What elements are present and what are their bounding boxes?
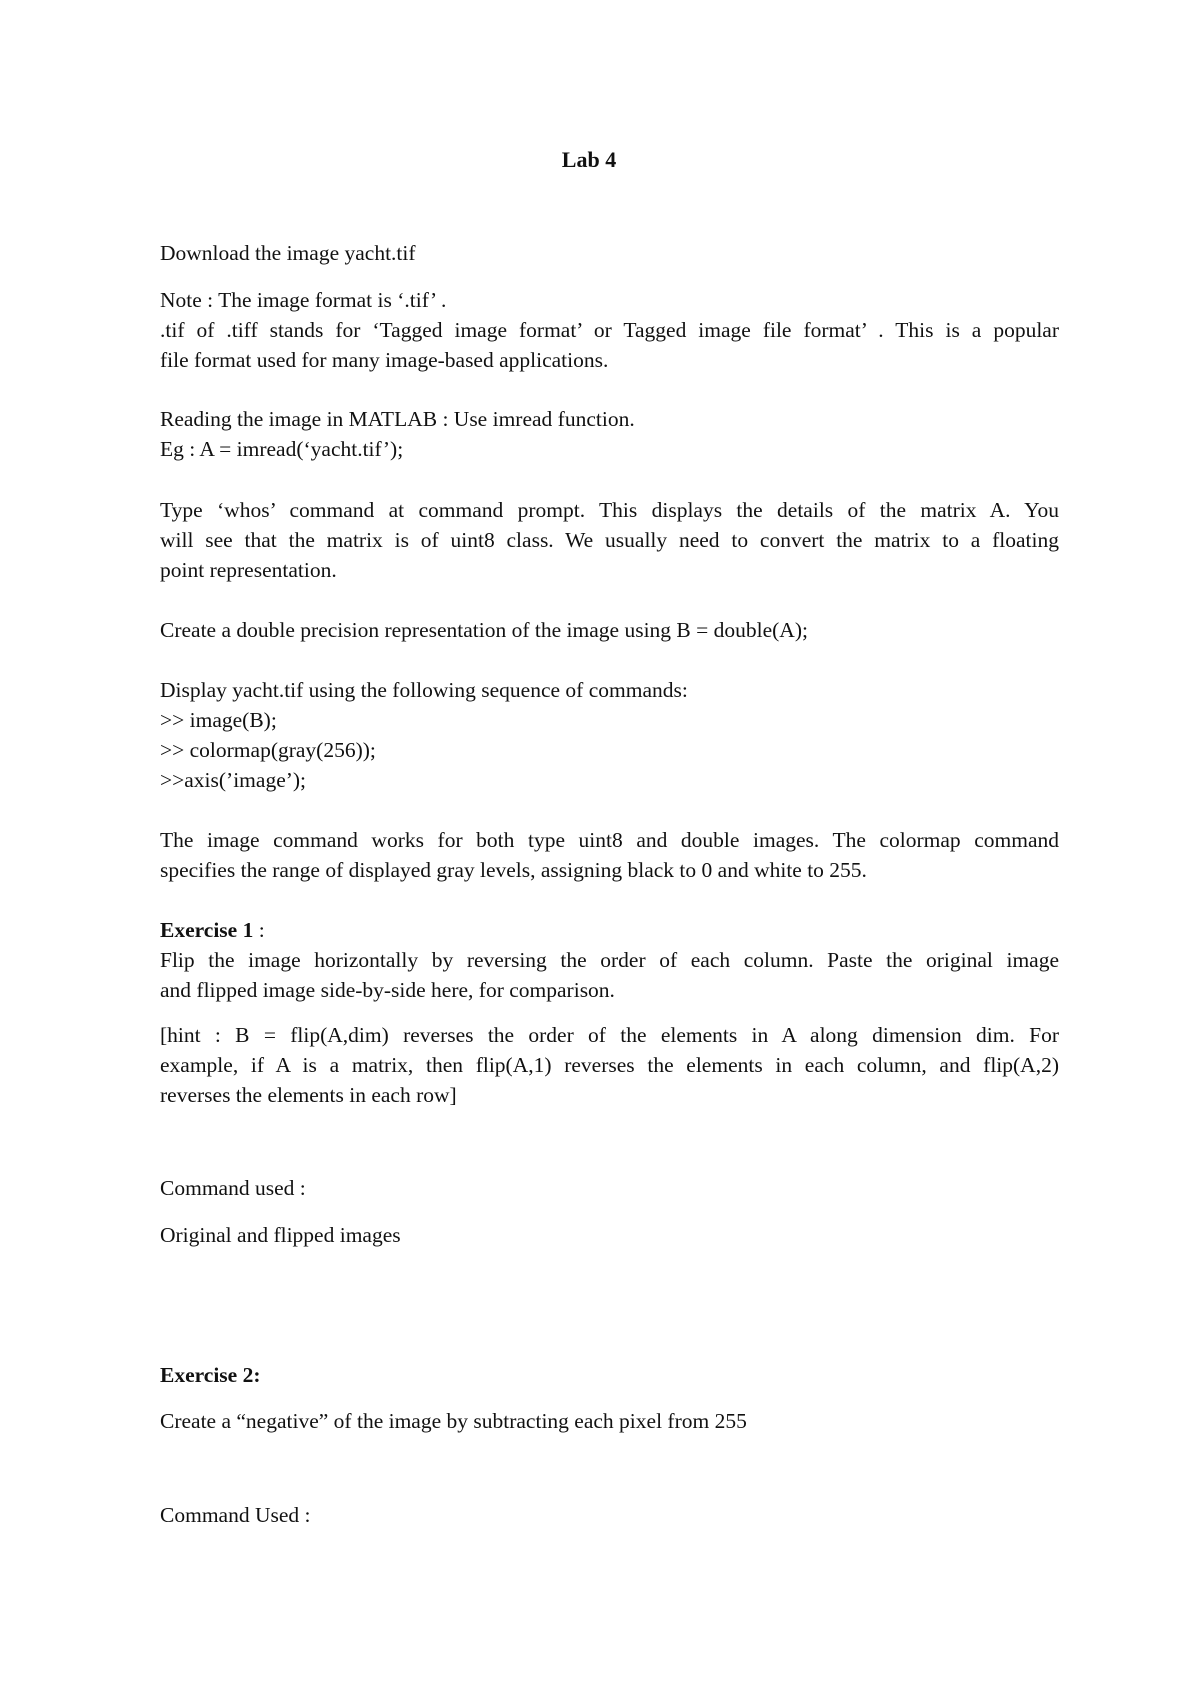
imread-example: Eg : A = imread(‘yacht.tif’); [160,437,404,461]
exercise-2-line: Create a “negative” of the image by subtracting each pixel from 255 [160,1409,747,1433]
hint-line-2: example, if A is a matrix, then flip(A,1) reverses the elements in each column, and flip(A,2) [160,1053,1059,1077]
whos-paragraph-line-2: will see that the matrix is of uint8 class. We usually need to convert the matrix to a floating [160,528,1059,552]
exercise-1-line-1: Flip the image horizontally by reversing the order of each column. Paste the original image [160,948,1059,972]
exercise-1-line-2: and flipped image side-by-side here, for comparison. [160,978,615,1002]
exercise-2-heading: Exercise 2: [160,1363,261,1387]
command-axis: >>axis(’image’); [160,768,307,792]
command-colormap: >> colormap(gray(256)); [160,738,376,762]
tif-description-line-2: file format used for many image-based applications. [160,348,609,372]
exercise-1-images-label: Original and flipped images [160,1223,401,1247]
display-instruction: Display yacht.tif using the following sequence of commands: [160,678,688,702]
tif-description-line-1: .tif of .tiff stands for ‘Tagged image format’ or Tagged image file format’ . This is a popular [160,318,1059,342]
exercise-1-command-used: Command used : [160,1176,306,1200]
exercise-1-heading-colon: : [253,918,265,942]
whos-paragraph-line-3: point representation. [160,558,337,582]
exercise-1-heading-text: Exercise 1 [160,918,254,942]
reading-instruction: Reading the image in MATLAB : Use imread function. [160,407,635,431]
hint-line-3: reverses the elements in each row] [160,1083,457,1107]
double-instruction: Create a double precision representation of the image using B = double(A); [160,618,808,642]
page-title: Lab 4 [561,147,617,172]
command-image: >> image(B); [160,708,277,732]
image-command-line-1: The image command works for both type uint8 and double images. The colormap command [160,828,1059,852]
hint-line-1: [hint : B = flip(A,dim) reverses the order of the elements in A along dimension dim. For [160,1023,1059,1047]
whos-paragraph-line-1: Type ‘whos’ command at command prompt. This displays the details of the matrix A. You [160,498,1059,522]
exercise-1-heading [160,920,265,942]
note-line: Note : The image format is ‘.tif’ . [160,288,447,312]
download-instruction: Download the image yacht.tif [160,241,416,265]
image-command-line-2: specifies the range of displayed gray levels, assigning black to 0 and white to 255. [160,858,867,882]
exercise-2-command-used: Command Used : [160,1503,311,1527]
